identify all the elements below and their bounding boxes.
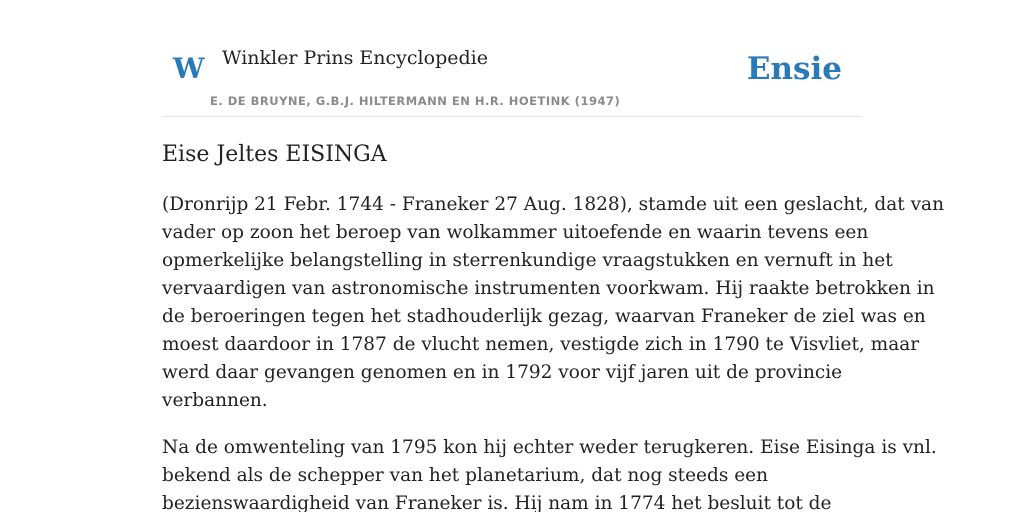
source-authors: E. DE BRUYNE, G.B.J. HILTERMANN EN H.R. HOETINK (1947) — [210, 94, 621, 108]
paragraph-line: de beroeringen tegen het stadhouderlijk gezag, waarvan Franeker de ziel was en — [162, 306, 926, 327]
ensie-brand-link[interactable]: Ensie — [746, 51, 842, 87]
article-paragraph — [162, 434, 937, 512]
paragraph-line: Na de omwenteling van 1795 kon hij echter weder terugkeren. Eise Eisinga is vnl. — [162, 437, 937, 458]
article-title: Eise Jeltes EISINGA — [162, 142, 387, 167]
article — [162, 138, 944, 512]
paragraph-line: (Dronrijp 21 Febr. 1744 - Franeker 27 Aug. 1828), stamde uit een geslacht, dat van — [162, 194, 944, 215]
paragraph-line: moest daardoor in 1787 de vlucht nemen, vestigde zich in 1790 te Visvliet, maar — [162, 334, 920, 355]
source-title[interactable]: Winkler Prins Encyclopedie — [222, 47, 488, 69]
paragraph-line: vervaardigen van astronomische instrumenten voorkwam. Hij raakte betrokken in — [162, 278, 935, 299]
paragraph-line: bezienswaardigheid van Franeker is. Hij nam in 1774 het besluit tot de — [162, 493, 832, 512]
site-header — [162, 0, 862, 117]
paragraph-line: verbannen. — [162, 390, 268, 411]
paragraph-line: vader op zoon het beroep van wolkammer uitoefende en waarin tevens een — [162, 222, 869, 243]
paragraph-line: bekend als de schepper van het planetarium, dat nog steeds een — [162, 465, 769, 486]
paragraph-line: opmerkelijke belangstelling in sterrenkundige vraagstukken en vernuft in het — [162, 250, 893, 271]
article-paragraph — [162, 191, 944, 415]
winkler-prins-logo[interactable]: W — [173, 52, 205, 85]
paragraph-line: werd daar gevangen genomen en in 1792 voor vijf jaren uit de provincie — [162, 362, 843, 383]
